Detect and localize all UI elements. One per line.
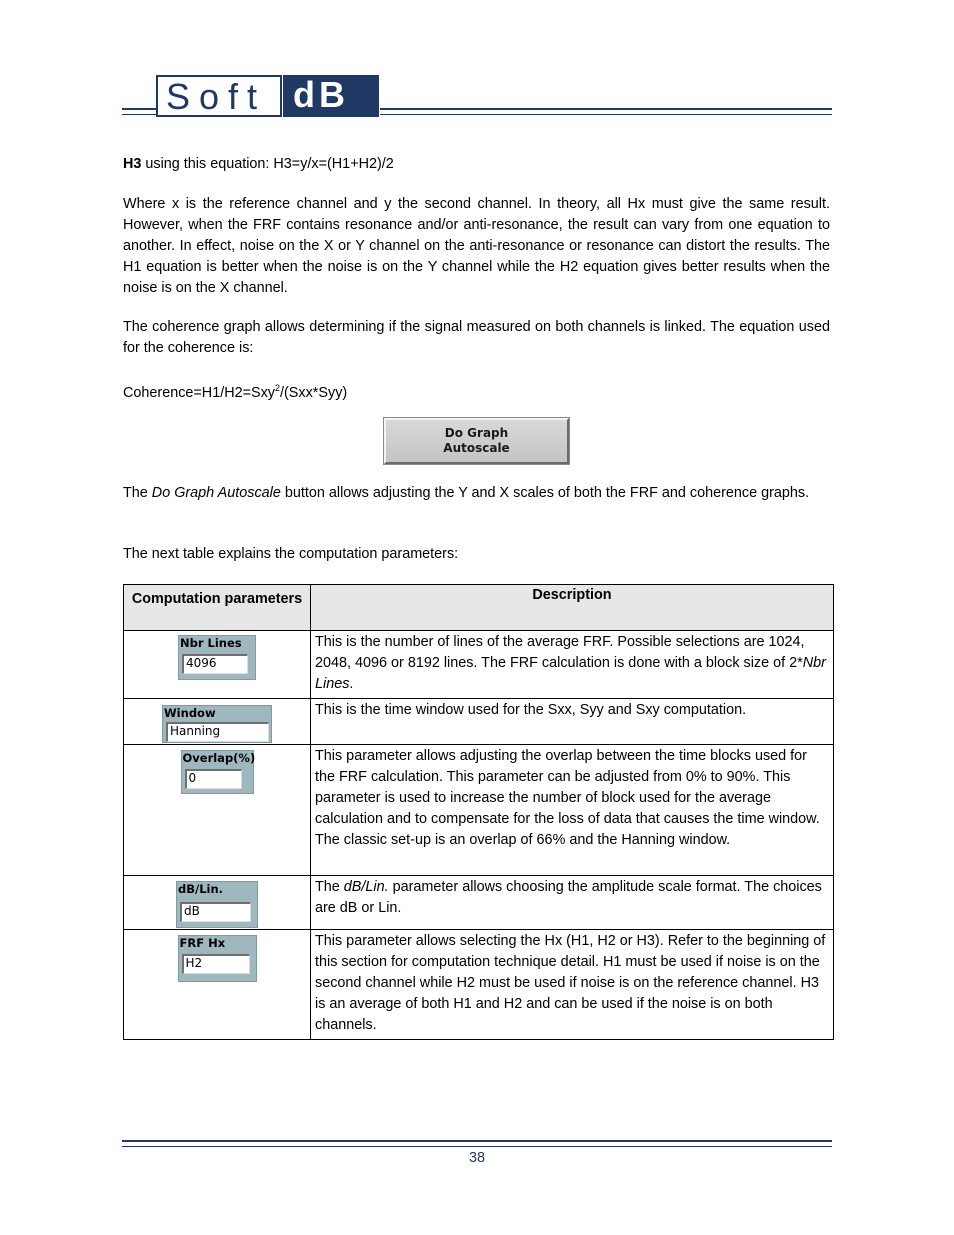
nbr-lines-control[interactable]: Nbr Lines 4096: [178, 635, 256, 680]
control-cell: [124, 930, 311, 1040]
page-number: 38: [468, 1150, 485, 1166]
control-cell: [124, 876, 311, 930]
button-label-line1: Do Graph: [444, 426, 509, 440]
description-cell: This is the time window used for the Sxx, Syy and Sxy computation.: [311, 699, 834, 745]
logo-db: dB: [283, 75, 379, 117]
table-row: [124, 631, 834, 699]
header-computation-parameters: Computation parameters: [124, 585, 311, 631]
db-lin-control[interactable]: dB/Lin. dB: [176, 881, 258, 928]
header-description: Description: [311, 585, 834, 631]
h3-equation-line: [123, 154, 830, 175]
db-lin-field[interactable]: dB: [180, 902, 251, 922]
table-row: [124, 930, 834, 1040]
computation-parameters-table: [123, 584, 834, 1040]
frf-hx-control[interactable]: FRF Hx H2: [178, 935, 257, 982]
footer-rule: [122, 1140, 832, 1147]
table-row: [124, 876, 834, 930]
paragraph-table-intro: The next table explains the computation parameters:: [123, 546, 459, 562]
paragraph-coherence: The coherence graph allows determining if the signal measured on both channels is linked. The equation used for the coherence is:: [123, 319, 830, 356]
description-cell: This parameter allows selecting the Hx (H1, H2 or H3). Refer to the beginning of this section for computation technique detail. H1 must be used if noise is on the second channel while H2 must be used if noise is on the reference channel. H3 is an average of both H1 and H2 and can be used if the noise is on both channels.: [311, 930, 834, 1040]
control-cell: [124, 745, 311, 876]
description-cell: This parameter allows adjusting the overlap between the time blocks used for the FRF calculation. This parameter can be adjusted from 0% to 90%. This parameter is used to increase the number of block used for the average calculation and to compensate for the loss of data that causes the time window. The classic set-up is an overlap of 66% and the Hanning window.: [311, 745, 834, 876]
coherence-equation: Coherence=H1/H2=Sxy$^2$/(Sxx*Syy): [123, 383, 348, 401]
frf-hx-field[interactable]: H2: [182, 954, 250, 974]
h3-label: H3: [123, 156, 142, 172]
table-header-row: [124, 585, 834, 631]
control-cell: [124, 631, 311, 699]
overlap-field[interactable]: 0: [185, 769, 242, 789]
paragraph-autoscale: The Do Graph Autoscale button allows adjusting the Y and X scales of both the FRF and coherence graphs.: [123, 485, 810, 501]
logo-soft: Soft: [156, 75, 282, 117]
control-cell: [124, 699, 311, 745]
nbr-lines-field[interactable]: 4096: [182, 654, 248, 674]
paragraph-hx-explanation: Where x is the reference channel and y the second channel. In theory, all Hx must give the same result. However, when the FRF contains resonance and/or anti-resonance, the result can vary from one equation to another. In effect, noise on the X or Y channel on the anti-resonance or resonance can distort the results. The H1 equation is better when the noise is on the Y channel while the H2 equation gives better results when the noise is on the X channel.: [123, 196, 830, 296]
overlap-control[interactable]: Overlap(%) 0: [181, 750, 254, 794]
table-row: [124, 745, 834, 876]
do-graph-autoscale-button[interactable]: [384, 418, 569, 464]
description-cell: The dB/Lin. parameter allows choosing the amplitude scale format. The choices are dB or Lin.: [311, 876, 834, 930]
button-label-line2: Autoscale: [443, 441, 510, 455]
h3-text: using this equation: H3=y/x=(H1+H2)/2: [141, 156, 394, 172]
window-control[interactable]: Window Hanning: [162, 705, 272, 743]
table-row: [124, 699, 834, 745]
window-field[interactable]: Hanning: [166, 722, 269, 742]
header-rule-left: [122, 108, 156, 115]
description-cell: This is the number of lines of the average FRF. Possible selections are 1024, 2048, 4096 or 8192 lines. The FRF calculation is done with a block size of 2*Nbr Lines.: [311, 631, 834, 699]
header-rule-right: [380, 108, 832, 115]
